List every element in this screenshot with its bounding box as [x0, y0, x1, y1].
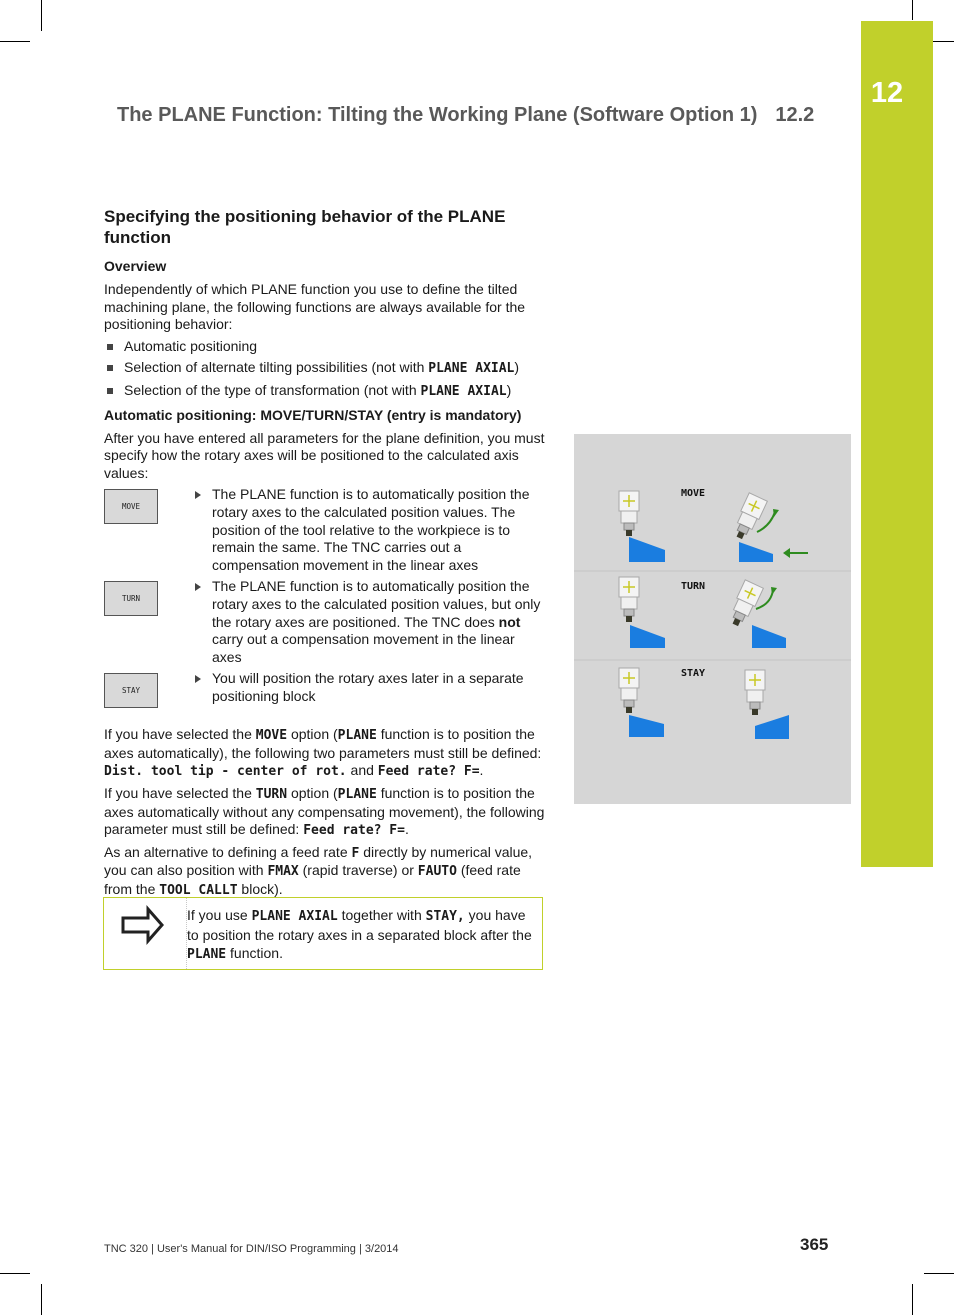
- crop-mark: [912, 1284, 913, 1315]
- step-turn: [192, 578, 548, 666]
- step-move: [192, 486, 548, 574]
- list-item-suffix: ): [514, 359, 520, 376]
- list-item: [104, 359, 548, 378]
- code-term: PLANE AXIAL: [428, 361, 515, 377]
- softkey-row-move: [104, 486, 548, 574]
- softkey-row-stay: [104, 670, 548, 708]
- positioning-figure: [574, 434, 851, 804]
- turn-paragraph: If you have selected the TURN option (PLANE function is to position the axes automatically without any compensating movement), the following parameter must still be defined: Feed rate? F=.: [104, 785, 545, 839]
- step-text: carry out a compensation movement in the linear axes: [212, 631, 515, 665]
- auto-positioning-intro: After you have entered all parameters for the plane definition, you must specify how the rotary axes will be positioned to the calculated axis values:: [104, 429, 545, 481]
- code-term: PLANE AXIAL: [420, 383, 507, 399]
- step-stay: [192, 670, 548, 708]
- step-text: The PLANE function is to automatically position the rotary axes to the calculated position values, but only the rotary axes are positioned. The TNC does: [212, 578, 541, 630]
- tool-icon: [619, 668, 639, 713]
- move-paragraph: If you have selected the MOVE option (PLANE function is to position the axes automatically), the following two parameters must still be defined: Dist. tool tip - center of rot. and Feed rate? F=.: [104, 726, 542, 780]
- move-label: MOVE: [681, 488, 706, 499]
- page-header: [117, 104, 837, 127]
- step-arrow-icon: [195, 675, 201, 683]
- turn-label: TURN: [681, 581, 706, 592]
- tool-icon: [726, 580, 763, 629]
- stay-softkey[interactable]: STAY: [104, 673, 158, 708]
- chapter-number: 12: [870, 77, 904, 109]
- tool-icon: [619, 491, 639, 536]
- list-item: [104, 338, 548, 356]
- workpiece-shape: [739, 542, 773, 562]
- chapter-tab: [861, 21, 933, 867]
- tool-icon: [730, 493, 767, 542]
- step-arrow-icon: [195, 583, 201, 591]
- stay-label: STAY: [681, 668, 706, 679]
- list-item-text: Selection of the type of transformation (not with: [124, 381, 421, 398]
- workpiece-shape: [752, 625, 786, 648]
- step-text: The PLANE function is to automatically position the rotary axes to the calculated position values. The position of the tool relative to the workpiece is to remain the same. The TNC carries out a compensation movement in the linear axes: [212, 486, 530, 573]
- bullet-icon: [107, 388, 113, 394]
- main-content: [104, 206, 548, 904]
- softkey-row-turn: [104, 578, 548, 666]
- footer-text: TNC 320 | User's Manual for DIN/ISO Programming | 3/2014: [104, 1243, 399, 1255]
- list-item-suffix: ): [506, 381, 512, 398]
- crop-mark: [41, 0, 42, 31]
- bullet-icon: [107, 365, 113, 371]
- workpiece-shape: [629, 715, 664, 737]
- feature-list: [104, 338, 548, 401]
- step-arrow-icon: [195, 491, 201, 499]
- page-number: 365: [800, 1235, 829, 1254]
- tool-icon: [745, 670, 765, 715]
- crop-mark: [924, 1273, 954, 1274]
- workpiece-shape: [755, 715, 789, 739]
- tool-icon: [619, 577, 639, 622]
- crop-mark: [41, 1284, 42, 1315]
- bullet-icon: [107, 344, 113, 350]
- section-title: Specifying the positioning behavior of the PLANE function: [104, 207, 506, 247]
- overview-heading: Overview: [104, 258, 167, 274]
- move-softkey[interactable]: MOVE: [104, 489, 158, 524]
- note-text: If you use PLANE AXIAL together with STAY, you have to position the rotary axes in a separated block after the PLANE function.: [187, 907, 532, 962]
- crop-mark: [0, 41, 30, 42]
- note-arrow-icon: [104, 898, 187, 969]
- header-title: The PLANE Function: Tilting the Working Plane (Software Option 1): [117, 104, 758, 126]
- list-item-text: Selection of alternate tilting possibilities (not with: [124, 359, 429, 376]
- workpiece-shape: [630, 625, 665, 648]
- crop-mark: [912, 0, 913, 20]
- auto-positioning-heading: Automatic positioning: MOVE/TURN/STAY (entry is mandatory): [104, 406, 522, 423]
- emphasis: not: [498, 613, 521, 630]
- step-text: You will position the rotary axes later in a separate positioning block: [212, 670, 524, 704]
- feed-rate-paragraph: As an alternative to defining a feed rate F directly by numerical value, you can also position with FMAX (rapid traverse) or FAUTO (feed rate from the TOOL CALLT block).: [104, 843, 533, 899]
- overview-text: Independently of which PLANE function you use to define the tilted machining plane, the following functions are always available for the positioning behavior:: [104, 281, 526, 333]
- list-item-text: Automatic positioning: [124, 337, 258, 354]
- workpiece-shape: [629, 537, 665, 562]
- header-section-number: 12.2: [775, 104, 815, 126]
- list-item: [104, 382, 548, 401]
- crop-mark: [0, 1273, 30, 1274]
- note-box: [103, 897, 543, 970]
- turn-softkey[interactable]: TURN: [104, 581, 158, 616]
